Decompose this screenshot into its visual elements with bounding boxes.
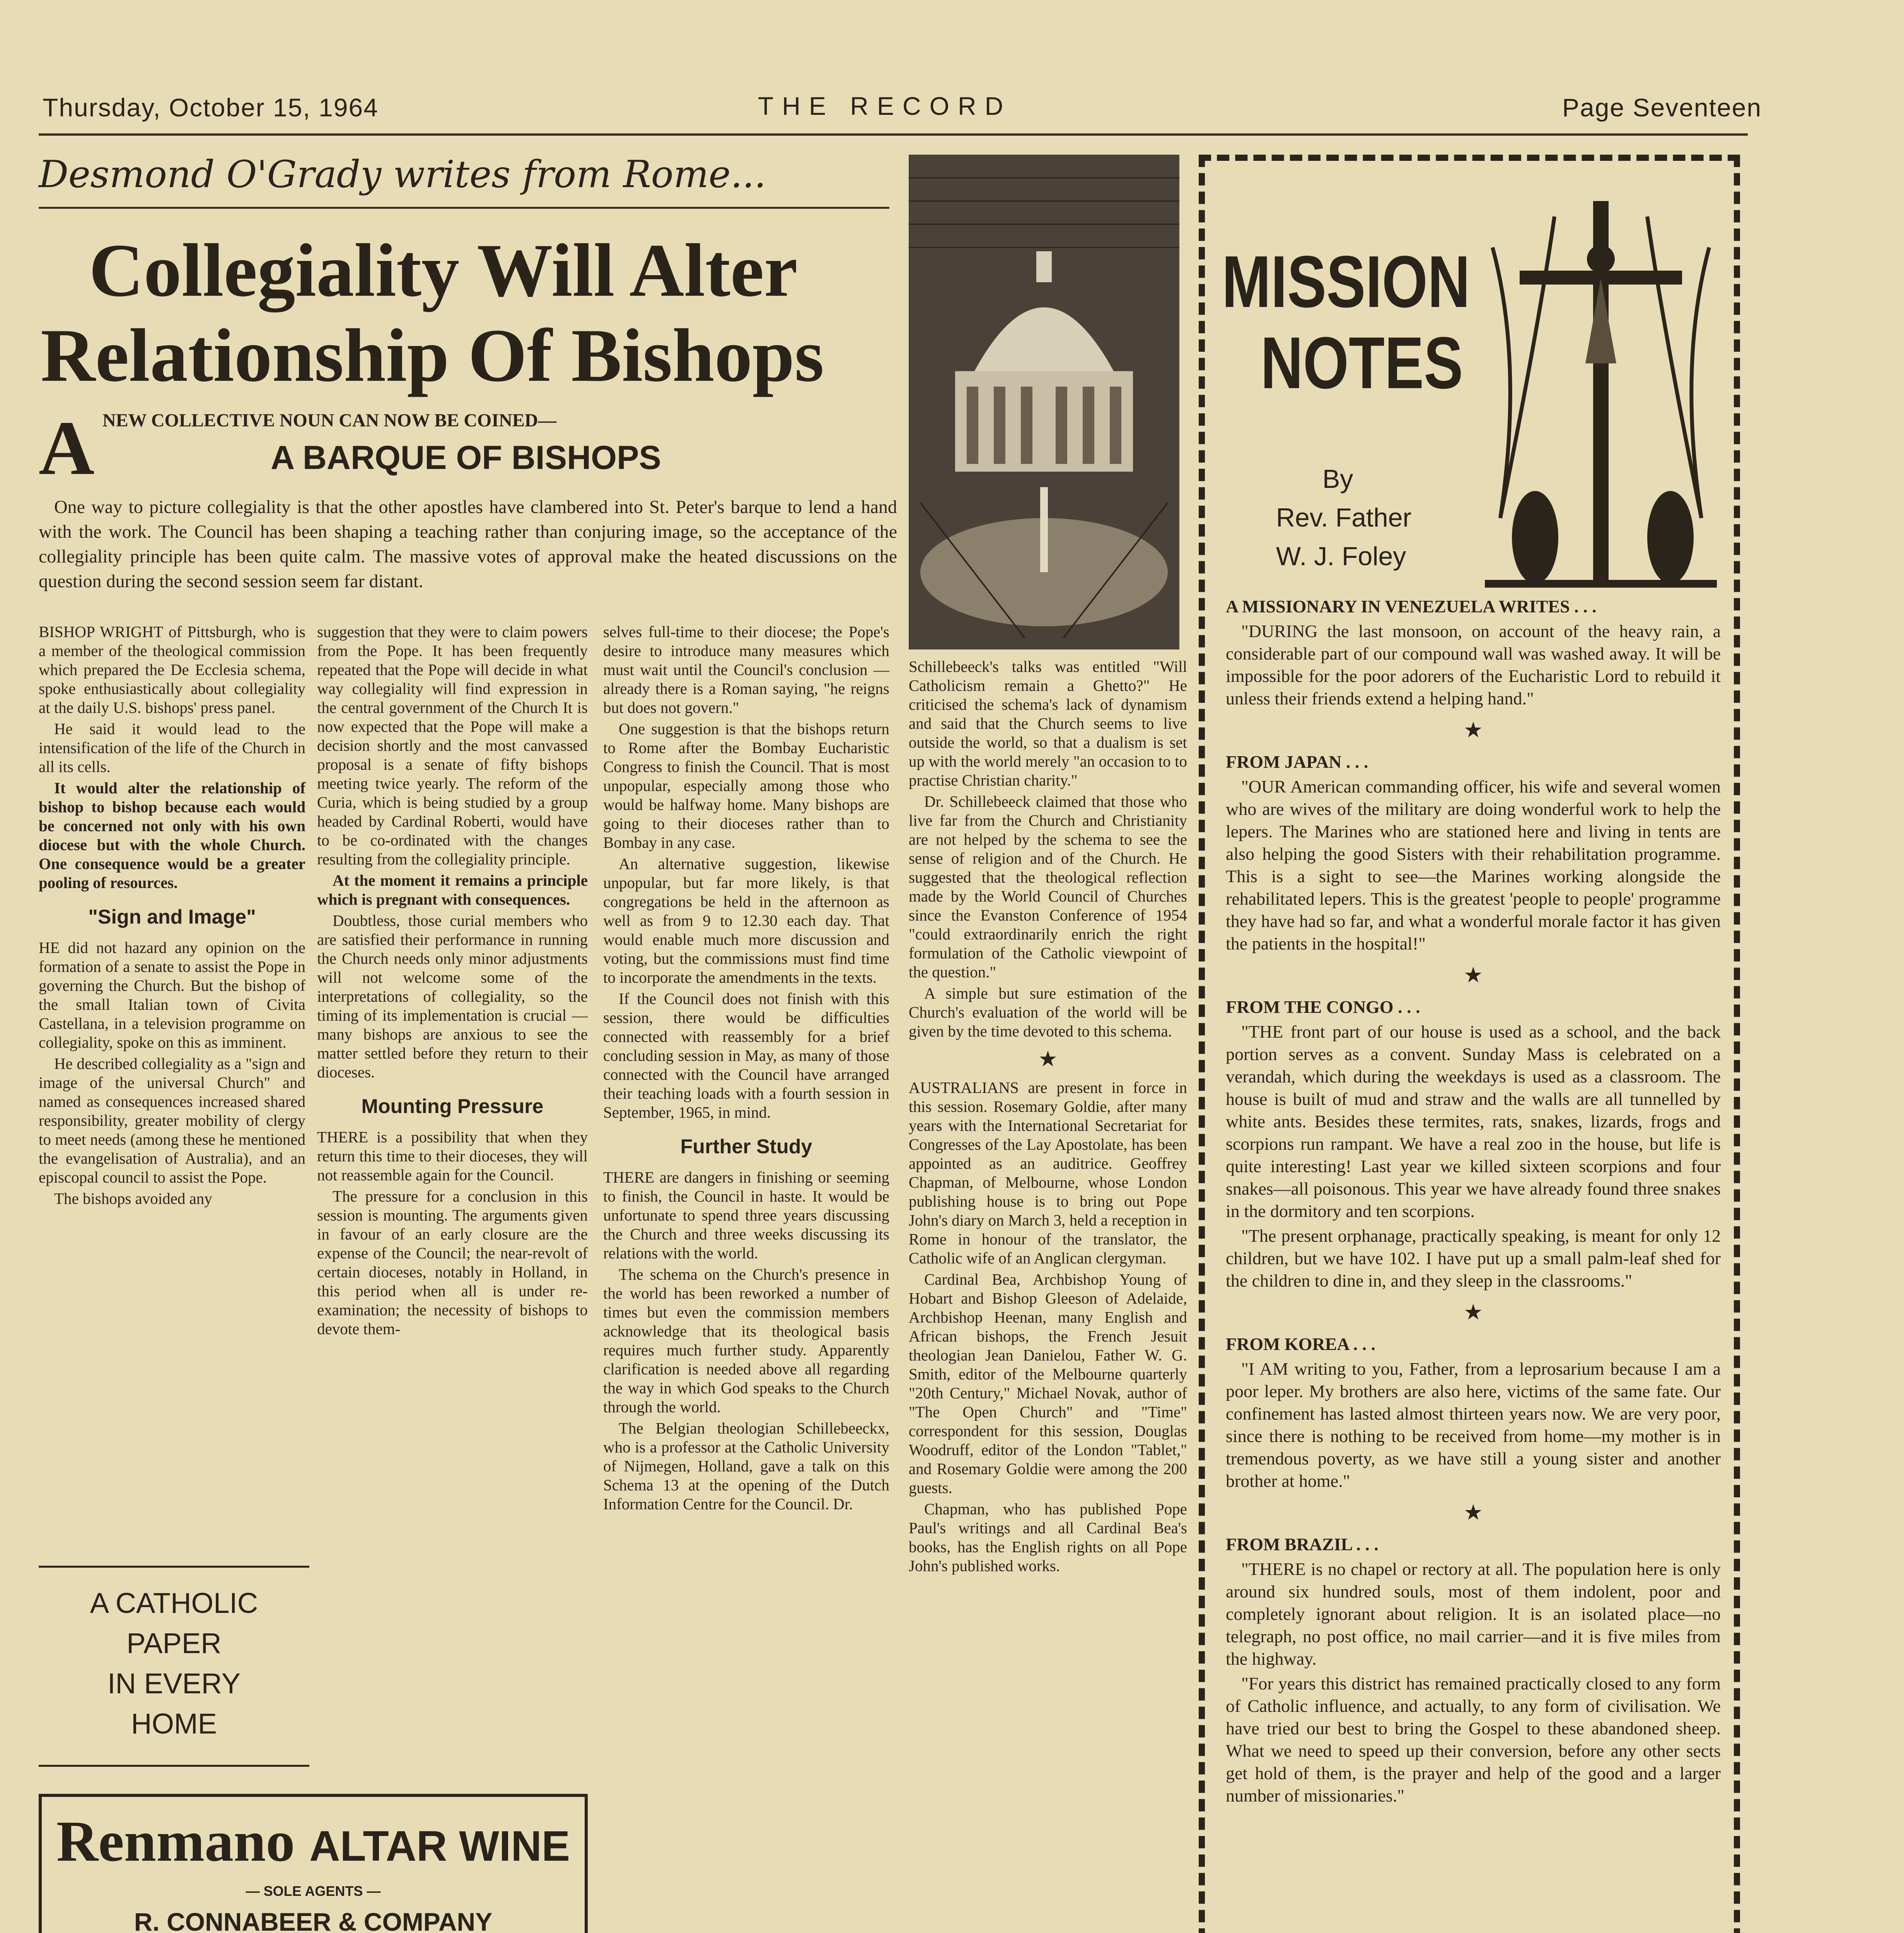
mission-by: By [1322, 464, 1353, 494]
headline-line-2: Relationship Of Bishops [41, 314, 824, 397]
masthead-date: Thursday, October 15, 1964 [43, 93, 379, 122]
mission-author-2: W. J. Foley [1276, 542, 1406, 571]
catholic-paper-box: A CATHOLIC PAPER IN EVERY HOME [39, 1566, 309, 1767]
masthead-paper: THE RECORD [758, 92, 1012, 120]
mission-title-2: NOTES [1261, 322, 1463, 404]
masthead-rule [39, 133, 1748, 136]
headline-line-1: Collegiality Will Alter [89, 228, 798, 312]
separator-star-icon: ★ [1038, 1047, 1058, 1071]
deck-line-2: A BARQUE OF BISHOPS [271, 439, 661, 476]
mission-notes-text: A MISSIONARY IN VENEZUELA WRITES . . . "DURING the last monsoon, on account of the heavy rain, a considerable part of our compound wall was washed away. It will be impossible for the poor adorers of the Eucharistic Lord to rebuild it unless their friends extend a helping hand." ★ FROM JAPAN . . . "OUR American commanding officer, his wife and several women who are wives of the military are doing wonderful work to help the lepers. The Marines who are stationed here and living in tents are also helping the good Sisters with their rehabilitation programme. This is a sight to see—the Marines working alongside the rehabilitated lepers. This is the greatest 'people to people' programme they have had so far, and what a wonderful morale factor it has given the patients in the hospital!" ★ FROM THE CONGO . . . "THE front part of our house is used as a school, and the back portion serves as a convent. Sunday Mass is celebrated on a verandah, which during the weekdays is used as a classroom. The house is built of mud and straw and the walls are all tunnelled by white ants. Besides these termites, rats, snakes, lizards, frogs and scorpions run rampant. We have a real zoo in the house, but life is quite interesting! Last year we killed sixteen scorpions and four snakes—all poisonous. This year we have already found three snakes in the dormitory and ten scorpions. "The present orphanage, practically speaking, is meant for only 12 children, but we have 102. I have put up a small palm-leaf shed for the children to dine in, and they sleep in the classrooms." ★ FROM KOREA . . . "I AM writing to you, Father, from a leprosarium because I am a poor leper. My brothers are also here, victims of the same fate. Our confinement has lasted almost thirteen years now. We are very poor, since there is nothing to be received from home—my mother is in tremendous poverty, as we have still a young sister and another brother at home." ★ FROM BRAZIL . . . "THERE is no chapel or rectory at all. The population here is only around six hundred souls, most of them indolent, poor and completely ignorant about religion. It is an isolated place—no telegraph, no post office, no mail carrier—and it is five miles from the highway. "For years this district has remained practically closed to any form of Catholic influence, and actually, to any form of civilisation. We have tried our best to bring the Gospel to these abandoned sheep. What we need to speed up their conversion, before any other sects get hold of them, is the prayer and help of the good and a larger number of missionaries." [1226, 597, 1721, 1805]
mission-star-3-icon: ★ [1463, 1301, 1483, 1324]
mission-star-1-icon: ★ [1463, 718, 1483, 742]
subhead-further-study: Further Study [680, 1135, 812, 1158]
mission-author-1: Rev. Father [1276, 503, 1412, 532]
subhead-sign-and-image: "Sign and Image" [88, 906, 256, 928]
crucifix-illustration [1485, 170, 1717, 595]
article-column-1: BISHOP WRIGHT of Pittsburgh, who is a member of the theological commission which prepared the De Ecclesia schema, spoke enthusiastically about collegiality at the daily U.S. bishops' press panel. He said it would lead to the intensification of the life of the Church in all its cells. It would alter the relationship of bishop to bishop because each would be concerned not only with his own diocese but with the whole Church. One consequence would be a greater pooling of resources. "Sign and Image" HE did not hazard any opinion on the formation of a senate to assist the Pope in governing the Church. But the bishop of the small Italian town of Civita Castellana, in a television programme on collegiality, spoke on this as imminent. He described collegiality as a "sign and image of the universal Church" and named as consequences increased shared responsibility, greater mobility of clergy to meet needs (among these he mentioned the evangelisation of Australia), and an episcopal council to assist the Pope. The bishops avoided any [39, 623, 305, 1207]
masthead-page: Page Seventeen [1562, 93, 1762, 122]
article-intro: One way to picture collegiality is that the other apostles have clambered into St. Peter's barque to lend a hand with the work. The Council has been shaping a teaching rather than conjuring image, so the acceptance of the collegiality principle has been quite calm. The massive votes of approval make the heated discussions on the question during the second session seem far distant. [39, 497, 897, 591]
article-column-4: Schillebeeck's talks was entitled "Will Catholicism remain a Ghetto?" He criticised the schema's lack of dynamism and said that the Church seems to live outside the world, so that a dualism is set up with the world merely "an occasion to to practise Christian charity." Dr. Schillebeeck claimed that those who live far from the Church and Christianity are not helped by the schema to see the sense of religion and of the Church. He suggested that the theological reflection made by the World Council of Churches since the Evanston Conference of 1954 "could extraordinarily enrich the right formulation of the Catholic viewpoint of the question." A simple but sure estimation of the Church's evaluation of the world will be given by the time devoted to this schema. ★ AUSTRALIANS are present in force in this session. Rosemary Goldie, after many years with the International Secretariat for Congresses of the Lay Apostolate, has been appointed as an auditrice. Geoffrey Chapman, of Melbourne, whose London publishing house is to bring out Pope John's diary on March 3, held a reception in Rome in honour of the translator, the Catholic wife of an Anglican clergyman. Cardinal Bea, Archbishop Young of Hobart and Bishop Gleeson of Adelaide, Archbishop Heenan, many English and African bishops, the French Jesuit theologian Jean Danielou, Father W. G. Smith, editor of the Melbourne quarterly "20th Century," Michael Novak, author of "The Open Church" and "Time" correspondent for this session, Douglas Woodruff, editor of the London "Tablet," and Rosemary Goldie were among the 200 guests. Chapman, who has published Pope Paul's writings and all Cardinal Bea's books, has the English rights on all Pope John's published works. [909, 658, 1187, 1575]
byline-rule [39, 207, 889, 209]
article-column-3: selves full-time to their diocese; the Pope's desire to introduce many measures which must wait until the Council's conclusion — already there is a Roman saying, "he reigns but does not govern." One suggestion is that the bishops return to Rome after the Bombay Eucharistic Congress to finish the Council. That is most unpopular, especially among those who would be halfway home. Many bishops are going to their dioceses rather than to Bombay in any case. An alternative suggestion, likewise unpopular, but far more likely, is that congregations be held in the afternoon as well as from 9 to 12.30 each day. That would enable much more discussion and voting, but the commissions must find time to incorporate the amendments in the texts. If the Council does not finish with this session, there would be difficulties connected with reassembly for a brief concluding session in May, as many of those connected with the Council have arranged their teaching loads with a fourth session in September, 1965, in mind. Further Study THERE are dangers in finishing or seeming to finish, the Council in haste. It would be unfortunate to spend three years discussing the Church and three weeks discussing its relations with the world. The schema on the Church's presence in the world has been reworked a number of times but even the commission members acknowledge that its theological basis requires much further study. Apparently clarification is needed above all regarding the way in which God speaks to the Church through the world. The Belgian theologian Schillebeeckx, who is a professor at the Catholic University of Nijmegen, Holland, gave a talk on this Schema 13 at the opening of the Dutch Information Centre for the Council. Dr. [603, 623, 889, 1513]
article-byline: Desmond O'Grady writes from Rome... [39, 153, 766, 196]
ad-renmano: Renmano ALTAR WINE — SOLE AGENTS — R. CONNABEER & COMPANY [39, 1794, 588, 1933]
st-peters-photo [909, 155, 1179, 649]
mission-title-1: MISSION [1222, 241, 1470, 323]
mission-star-4-icon: ★ [1463, 1501, 1483, 1525]
article-column-2: suggestion that they were to claim powers from the Pope. It has been frequently repeated that the Pope will decide in what way collegiality will find expression in the central government of the Church It is now expected that the Pope will make a decision shortly and the most canvassed proposal is a senate of fifty bishops meeting twice yearly. The reform of the Curia, which is being studied by a group headed by Cardinal Roberti, would have to be co-ordinated with the changes resulting from the collegiality principle. At the moment it remains a principle which is pregnant with consequences. Doubtless, those curial members who are satisfied their performance in running the Church needs only minor adjustments will not welcome some of the interpretations of collegiality, so the timing of its implementation is crucial — many bishops are anxious to see the matter settled before they return to their dioceses. Mounting Pressure THERE is a possibility that when they return this time to their dioceses, they will not reassemble again for the Council. The pressure for a conclusion in this session is mounting. The arguments given in favour of an early closure are the expense of the Council; the near-revolt of certain dioceses, notably in Holland, in this period when all is under re-examination; the necessity of bishops to devote them- [317, 623, 588, 1338]
mission-star-2-icon: ★ [1463, 963, 1483, 987]
deck-initial: A [39, 406, 95, 491]
deck-line-1: NEW COLLECTIVE NOUN CAN NOW BE COINED— [102, 410, 557, 431]
subhead-mounting-pressure: Mounting Pressure [361, 1095, 544, 1118]
